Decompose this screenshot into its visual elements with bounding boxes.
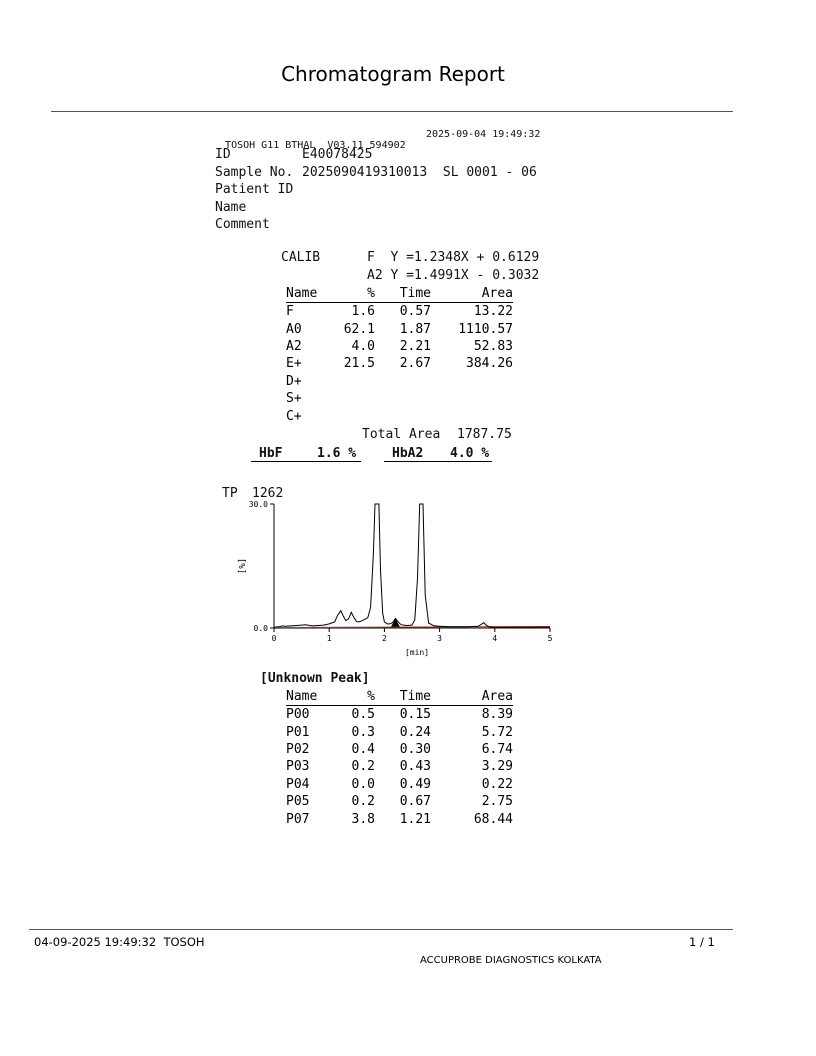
summary-rule-1 xyxy=(251,461,361,462)
table-row xyxy=(286,723,513,740)
calib-line-a2: A2 Y =1.4991X - 0.3032 xyxy=(367,268,540,283)
cell xyxy=(431,373,513,390)
cell: 21.5 xyxy=(343,356,375,372)
table-row xyxy=(286,320,513,337)
table-row xyxy=(286,776,513,793)
cell: 1.21 xyxy=(399,811,431,827)
cell xyxy=(375,390,431,407)
table-row xyxy=(286,390,513,407)
cell: 0.67 xyxy=(399,794,431,810)
cell xyxy=(338,390,375,407)
x-tick-label: 3 xyxy=(437,634,443,643)
chromatogram-trace xyxy=(274,504,550,627)
calib-label: CALIB xyxy=(281,250,321,265)
total-area-value: 1787.75 xyxy=(457,427,512,442)
chromatogram-chart xyxy=(236,496,566,662)
table-row xyxy=(286,758,513,775)
y-axis-label: [%] xyxy=(236,557,246,575)
col-percent: % xyxy=(338,688,375,706)
cell: 0.0 xyxy=(351,776,375,792)
results-table-wrap xyxy=(286,285,513,425)
col-percent: % xyxy=(338,285,375,303)
unknown-header-row xyxy=(286,688,513,706)
chart-ticks xyxy=(236,500,553,657)
tp-value: 1262 xyxy=(252,486,284,501)
col-name: Name xyxy=(286,688,338,706)
cell: A0 xyxy=(286,321,302,337)
cell: 384.26 xyxy=(466,356,513,372)
table-row xyxy=(286,793,513,810)
unknown-peak-title: [Unknown Peak] xyxy=(260,671,370,686)
col-area: Area xyxy=(431,285,513,303)
cell: 2.75 xyxy=(481,794,513,810)
cell: 8.39 xyxy=(481,707,513,723)
hbf-label: HbF xyxy=(259,446,283,461)
comment-label: Comment xyxy=(215,217,270,232)
cell: 52.83 xyxy=(473,338,513,354)
table-row xyxy=(286,706,513,724)
cell: 1.87 xyxy=(399,321,431,337)
cell: P00 xyxy=(286,707,310,723)
y-tick-label: 30.0 xyxy=(248,500,268,509)
y-tick-label: 0.0 xyxy=(253,624,268,633)
calib-line-f: F Y =1.2348X + 0.6129 xyxy=(367,250,540,265)
cell xyxy=(338,373,375,390)
col-time: Time xyxy=(375,285,431,303)
cell: 62.1 xyxy=(343,321,375,337)
cell: D+ xyxy=(286,373,302,389)
cell: 0.22 xyxy=(481,776,513,792)
cell: P04 xyxy=(286,776,310,792)
col-time: Time xyxy=(375,688,431,706)
cell xyxy=(375,407,431,424)
cell: 1.6 xyxy=(351,304,375,320)
chart-axes xyxy=(274,504,550,628)
cell xyxy=(431,407,513,424)
cell: 2.21 xyxy=(399,338,431,354)
cell: 13.22 xyxy=(473,304,513,320)
cell xyxy=(338,407,375,424)
cell: 0.43 xyxy=(399,759,431,775)
cell: 68.44 xyxy=(473,811,513,827)
cell: C+ xyxy=(286,408,302,424)
hba2-label: HbA2 xyxy=(392,446,424,461)
cell: 5.72 xyxy=(481,724,513,740)
x-tick-label: 2 xyxy=(381,634,387,643)
sample-label: Sample No. xyxy=(215,165,294,180)
report-title: Chromatogram Report xyxy=(281,62,505,86)
id-label: ID xyxy=(215,147,231,162)
cell: F xyxy=(286,304,294,320)
unknown-peak-table xyxy=(286,688,513,828)
sample-value: 2025090419310013 SL 0001 - 06 xyxy=(302,165,537,180)
x-tick-label: 4 xyxy=(492,634,498,643)
run-datetime: 2025-09-04 19:49:32 xyxy=(426,129,541,140)
cell: 0.30 xyxy=(399,741,431,757)
name-label: Name xyxy=(215,200,247,215)
id-value: E40078425 xyxy=(302,147,373,162)
cell: S+ xyxy=(286,391,302,407)
cell: 0.49 xyxy=(399,776,431,792)
cell: 4.0 xyxy=(351,338,375,354)
cell: P02 xyxy=(286,741,310,757)
footer-datetime: 04-09-2025 19:49:32 TOSOH xyxy=(34,935,205,949)
table-row xyxy=(286,338,513,355)
cell: 0.4 xyxy=(351,741,375,757)
patient-id-label: Patient ID xyxy=(215,182,294,197)
x-tick-label: 5 xyxy=(547,634,553,643)
cell: 2.67 xyxy=(399,356,431,372)
cell: 3.8 xyxy=(351,811,375,827)
title-divider xyxy=(51,111,733,112)
results-header-row xyxy=(286,285,513,303)
table-row xyxy=(286,741,513,758)
cell: E+ xyxy=(286,356,302,372)
table-row xyxy=(286,303,513,321)
x-tick-label: 0 xyxy=(271,634,277,643)
cell: 0.5 xyxy=(351,707,375,723)
unknown-table-wrap xyxy=(286,688,513,828)
lab-name: ACCUPROBE DIAGNOSTICS KOLKATA xyxy=(420,955,602,966)
footer-divider xyxy=(29,929,733,930)
instrument-name: TOSOH G11 BTHAL V03.11 594902 xyxy=(225,140,406,151)
cell: P07 xyxy=(286,811,310,827)
table-row xyxy=(286,407,513,424)
table-row xyxy=(286,373,513,390)
cell: 0.15 xyxy=(399,707,431,723)
col-area: Area xyxy=(431,688,513,706)
cell: 3.29 xyxy=(481,759,513,775)
cell: 6.74 xyxy=(481,741,513,757)
tp-label: TP xyxy=(222,486,238,501)
x-axis-label: [min] xyxy=(404,648,430,657)
cell: P03 xyxy=(286,759,310,775)
cell: 0.3 xyxy=(351,724,375,740)
col-name: Name xyxy=(286,285,338,303)
cell: 0.57 xyxy=(399,304,431,320)
cell: 0.24 xyxy=(399,724,431,740)
page-number: 1 / 1 xyxy=(689,935,715,949)
hbf-value: 1.6 % xyxy=(317,446,357,461)
cell xyxy=(375,373,431,390)
x-tick-label: 1 xyxy=(326,634,332,643)
cell: 1110.57 xyxy=(458,321,513,337)
cell: A2 xyxy=(286,338,302,354)
cell xyxy=(431,390,513,407)
cell: 0.2 xyxy=(351,794,375,810)
cell: P01 xyxy=(286,724,310,740)
table-row xyxy=(286,355,513,372)
results-table xyxy=(286,285,513,425)
cell: 0.2 xyxy=(351,759,375,775)
summary-rule-2 xyxy=(384,461,492,462)
total-area-label: Total Area xyxy=(362,427,441,442)
cell: P05 xyxy=(286,794,310,810)
table-row xyxy=(286,810,513,827)
hba2-value: 4.0 % xyxy=(450,446,490,461)
